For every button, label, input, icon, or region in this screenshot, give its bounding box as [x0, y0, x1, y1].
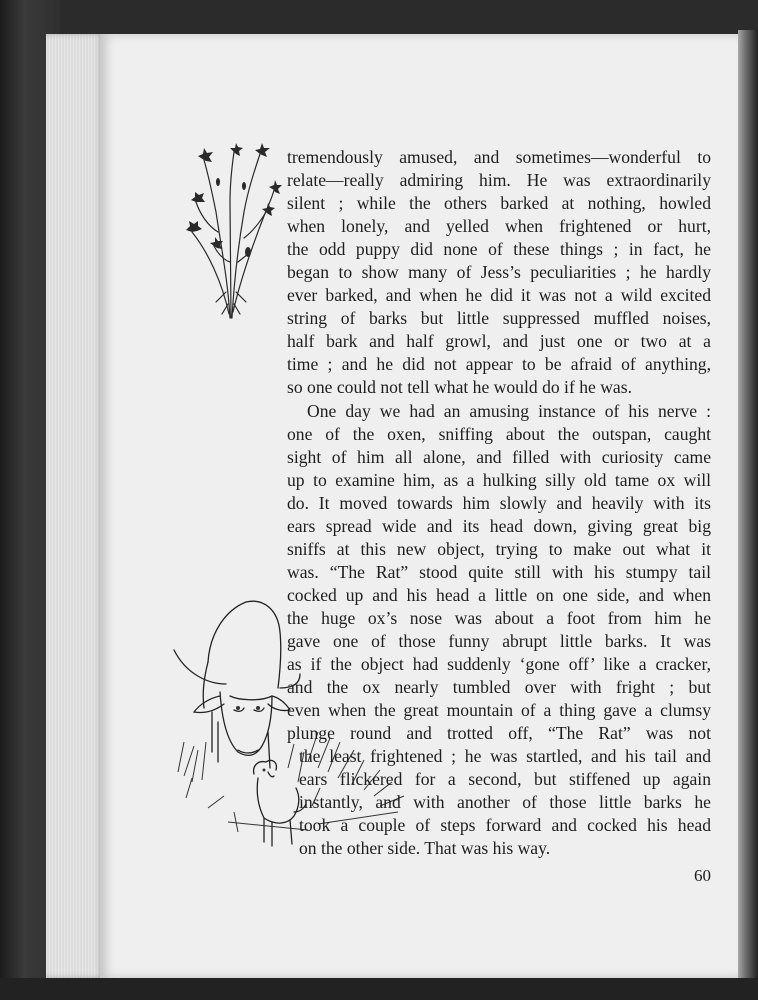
text-line: up to examine him, as a hulking silly old tame ox will [287, 470, 711, 490]
text-line: ever barked, and when he did it was not a wild excited [287, 285, 711, 305]
text-line: and the ox nearly tumbled over with fright ; but [287, 677, 711, 697]
text-line: gave one of those funny abrupt little barks. It was [287, 631, 711, 651]
text-line: even when the great mountain of a thing gave a clumsy [287, 700, 711, 720]
text-line: the least frightened ; he was startled, and his tail and [299, 746, 711, 766]
text-line: when lonely, and yelled when frightened or hurt, [287, 216, 711, 236]
text-line: do. It moved towards him slowly and heavily with its [287, 493, 711, 513]
text-line: sight of him all alone, and filled with curiosity came [287, 447, 711, 467]
text-line: cocked up and his head a little on one side, and when [287, 585, 711, 605]
text-line: took a couple of steps forward and cocked his head [299, 815, 711, 835]
page-edges [46, 34, 104, 978]
text-line: One day we had an amusing instance of his nerve : [307, 401, 711, 421]
text-line: sniffs at this new object, trying to make out what it [287, 539, 711, 559]
flower-sprig-illustration [178, 142, 283, 324]
text-line: ears flickered for a second, but stiffened up again [299, 769, 711, 789]
text-line: the odd puppy did none of these things ; in fact, he [287, 239, 711, 259]
text-line: tremendously amused, and sometimes—wonderful to [287, 147, 711, 167]
text-line: as if the object had suddenly ‘gone off’ like a cracker, [287, 654, 711, 674]
text-line: instantly, and with another of those little barks he [299, 792, 711, 812]
text-line: the huge ox’s nose was about a foot from him he [287, 608, 711, 628]
text-line: was. “The Rat” stood quite still with his stumpy tail [287, 562, 711, 582]
text-line: began to show many of Jess’s peculiarities ; he hardly [287, 262, 711, 282]
table-surface [0, 978, 758, 1000]
text-line: one of the oxen, sniffing about the outspan, caught [287, 424, 711, 444]
text-line: so one could not tell what he would do if he was. [287, 377, 632, 397]
text-line: half bark and half growl, and just one or two at a [287, 331, 711, 351]
book-cover-right [738, 30, 758, 980]
text-line: ears spread wide and its head down, giving great big [287, 516, 711, 536]
text-line: time ; and he did not appear to be afraid of anything, [287, 354, 711, 374]
text-line: plunge round and trotted off, “The Rat” was not [287, 723, 711, 743]
text-line: string of barks but little suppressed muffled noises, [287, 308, 711, 328]
text-line: relate—really admiring him. He was extraordinarily [287, 170, 711, 190]
page-number: 60 [694, 866, 711, 885]
text-line: on the other side. That was his way. [299, 838, 551, 858]
text-line: silent ; while the others barked at nothing, howled [287, 193, 711, 213]
